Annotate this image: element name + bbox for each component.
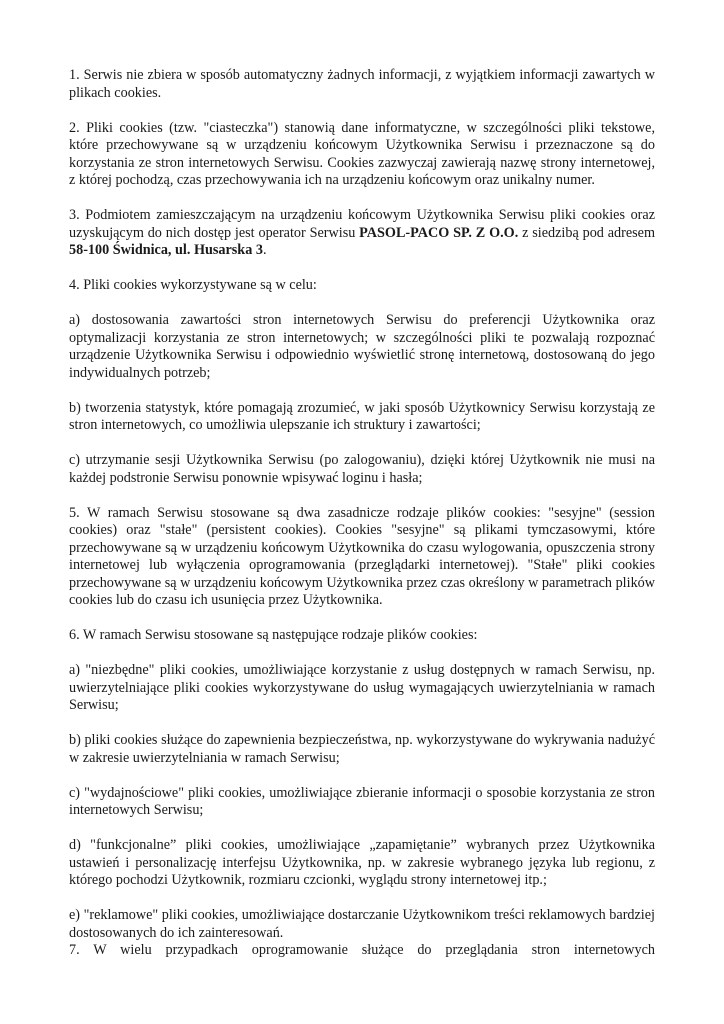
paragraph-7: 7. W wielu przypadkach oprogramowanie służące do przeglądania stron internetowych: [69, 942, 655, 958]
paragraph-6c: c) "wydajnościowe" pliki cookies, umożliwiające zbieranie informacji o sposobie korzystania ze stron internetowych Serwisu;: [69, 784, 655, 818]
paragraph-4b: b) tworzenia statystyk, które pomagają zrozumieć, w jaki sposób Użytkownicy Serwisu korzystają ze stron internetowych, co umożliwia ulepszanie ich struktury i zawartości;: [69, 399, 655, 433]
paragraph-6a: a) "niezbędne" pliki cookies, umożliwiające korzystanie z usług dostępnych w ramach Serwisu, np. uwierzytelniające pliki cookies wykorzystywane do usług wymagających uwierzytelniania w ramach Serwisu;: [69, 662, 655, 713]
paragraph-5: 5. W ramach Serwisu stosowane są dwa zasadnicze rodzaje plików cookies: "sesyjne" (session cookies) oraz "stałe" (persistent cookies). Cookies "sesyjne" są plikami tymczasowymi, które przechowywane są w urządzeniu końcowym Użytkownika do czasu wylogowania, opuszczenia strony internetowej lub wyłączenia oprogramowania (przeglądarki internetowej). "Stałe" pliki cookies przechowywane są w urządzeniu końcowym Użytkownika przez czas określony w parametrach plików cookies lub do czasu ich usunięcia przez Użytkownika.: [69, 504, 655, 608]
paragraph-2: 2. Pliki cookies (tzw. "ciasteczka") stanowią dane informatyczne, w szczególności pliki tekstowe, które przechowywane są w urządzeniu końcowym Użytkownika Serwisu i przeznaczone są do korzystania ze stron internetowych Serwisu. Cookies zazwyczaj zawierają nazwę strony internetowej, z której pochodzą, czas przechowywania ich na urządzeniu końcowym oraz unikalny numer.: [69, 119, 655, 188]
paragraph-4c: c) utrzymanie sesji Użytkownika Serwisu (po zalogowaniu), dzięki której Użytkownik nie musi na każdej podstronie Serwisu ponownie wpisywać loginu i hasła;: [69, 452, 655, 486]
paragraph-6: 6. W ramach Serwisu stosowane są następujące rodzaje plików cookies:: [69, 627, 478, 643]
paragraph-6e: e) "reklamowe" pliki cookies, umożliwiające dostarczanie Użytkownikom treści reklamowych bardziej dostosowanych do ich zainteresowań.: [69, 907, 655, 941]
paragraph-3-text-start: 3. Podmiotem zamieszczającym na urządzeniu końcowym Użytkownika Serwisu pliki cookies oraz uzyskującym do nich dostęp jest operator Serwisu: [69, 207, 655, 241]
paragraph-3: [69, 207, 655, 260]
company-name: PASOL-PACO SP. Z O.O.: [359, 224, 519, 241]
company-address: 58-100 Świdnica, ul. Husarska 3: [69, 242, 263, 258]
paragraph-4a: a) dostosowania zawartości stron internetowych Serwisu do preferencji Użytkownika oraz optymalizacji korzystania ze stron internetowych; w szczególności pliki te pozwalają rozpoznać urządzenie Użytkownika Serwisu i odpowiednio wyświetlić stronę internetową, dostosowaną do jego indywidualnych potrzeb;: [69, 312, 655, 381]
paragraph-3-text-middle: z siedzibą pod adresem: [518, 224, 655, 241]
paragraph-3-text-end: .: [262, 242, 267, 258]
paragraph-6b: b) pliki cookies służące do zapewnienia bezpieczeństwa, np. wykorzystywane do wykrywania nadużyć w zakresie uwierzytelniania w ramach Serwisu;: [69, 732, 655, 766]
paragraph-4: 4. Pliki cookies wykorzystywane są w celu:: [69, 277, 317, 293]
document-page: [69, 67, 655, 960]
paragraph-6d: d) "funkcjonalne” pliki cookies, umożliwiające „zapamiętanie” wybranych przez Użytkownika ustawień i personalizację interfejsu Użytkownika, np. w zakresie wybranego języka lub regionu, z którego pochodzi Użytkownik, rozmiaru czcionki, wyglądu strony internetowej itp.;: [69, 837, 655, 888]
paragraph-1: 1. Serwis nie zbiera w sposób automatyczny żadnych informacji, z wyjątkiem informacji zawartych w plikach cookies.: [69, 67, 655, 101]
